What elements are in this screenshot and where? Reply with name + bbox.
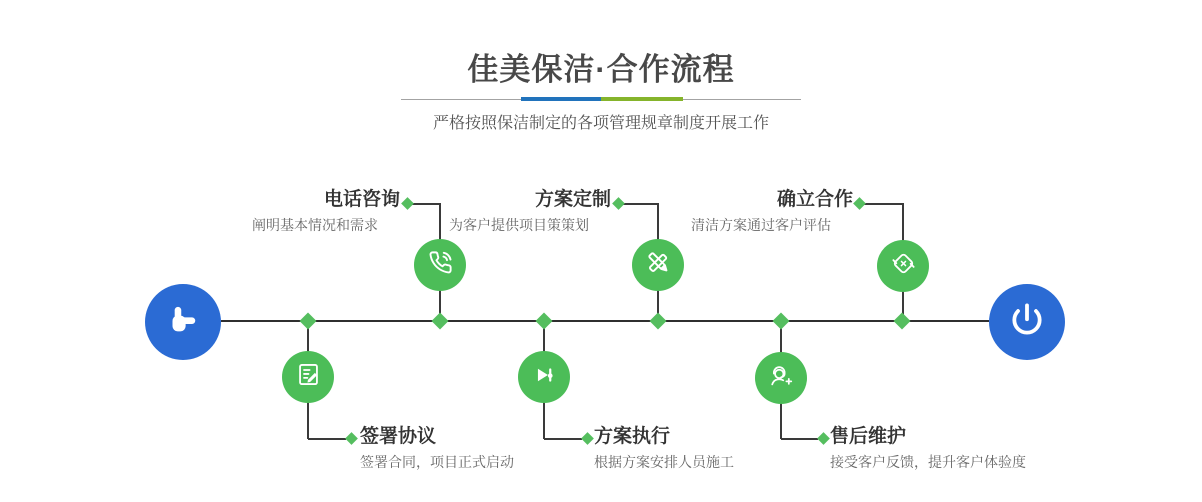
connector-line	[781, 438, 818, 440]
step-label-plan-customize	[449, 189, 611, 234]
timeline-diamond	[773, 313, 790, 330]
divider-blue-bar	[521, 97, 601, 101]
step-label-sign-agreement	[360, 426, 514, 471]
connector-line	[411, 203, 440, 205]
document-pen-icon	[295, 361, 322, 393]
step-node-establish-cooperation	[877, 240, 929, 292]
step-title: 售后维护	[830, 426, 907, 447]
step-label-phone-consult	[252, 189, 400, 234]
page-title: 佳美保洁·合作流程	[467, 52, 735, 87]
step-title: 电话咨询	[323, 189, 400, 210]
step-subtitle: 清洁方案通过客户评估	[691, 217, 831, 233]
timeline-diamond	[536, 313, 553, 330]
label-diamond	[612, 197, 625, 210]
label-diamond	[345, 432, 358, 445]
step-subtitle: 接受客户反馈，提升客户体验度	[830, 454, 1026, 470]
connector-line	[863, 203, 903, 205]
page-subtitle: 严格按照保洁制定的各项管理规章制度开展工作	[432, 115, 769, 132]
label-diamond	[817, 432, 830, 445]
step-node-plan-execute	[518, 351, 570, 403]
step-node-plan-customize	[632, 239, 684, 291]
step-title: 方案定制	[534, 189, 611, 210]
end-node	[989, 284, 1065, 360]
step-node-sign-agreement	[282, 351, 334, 403]
step-label-after-sales	[830, 426, 1026, 471]
step-node-phone-consult	[414, 239, 466, 291]
divider-green-bar	[601, 97, 683, 101]
step-subtitle: 签署合同，项目正式启动	[360, 454, 514, 470]
headset-person-icon	[767, 362, 795, 395]
timeline-diamond	[650, 313, 667, 330]
power-icon	[1008, 301, 1046, 344]
timeline-diamond	[894, 313, 911, 330]
phone-icon	[427, 249, 454, 281]
title-divider	[401, 97, 801, 102]
play-next-icon	[530, 361, 558, 394]
label-diamond	[853, 197, 866, 210]
step-label-establish-cooperation	[691, 189, 853, 234]
timeline-line	[221, 320, 989, 322]
step-title: 签署协议	[360, 426, 437, 447]
handshake-icon	[889, 249, 918, 283]
step-title: 方案执行	[594, 426, 671, 447]
label-diamond	[581, 432, 594, 445]
step-subtitle: 为客户提供项目策策划	[449, 217, 589, 233]
step-node-after-sales	[755, 352, 807, 404]
start-node	[145, 284, 221, 360]
step-label-plan-execute	[594, 426, 734, 471]
label-diamond	[401, 197, 414, 210]
step-subtitle: 阐明基本情况和需求	[252, 217, 378, 233]
step-title: 确立合作	[776, 189, 853, 210]
connector-line	[544, 438, 582, 440]
timeline-diamond	[432, 313, 449, 330]
pencil-ruler-icon	[644, 248, 673, 282]
hand-pointer-icon	[162, 299, 204, 346]
timeline-diamond	[300, 313, 317, 330]
connector-line	[622, 203, 658, 205]
step-subtitle: 根据方案安排人员施工	[594, 454, 734, 470]
connector-line	[308, 438, 346, 440]
